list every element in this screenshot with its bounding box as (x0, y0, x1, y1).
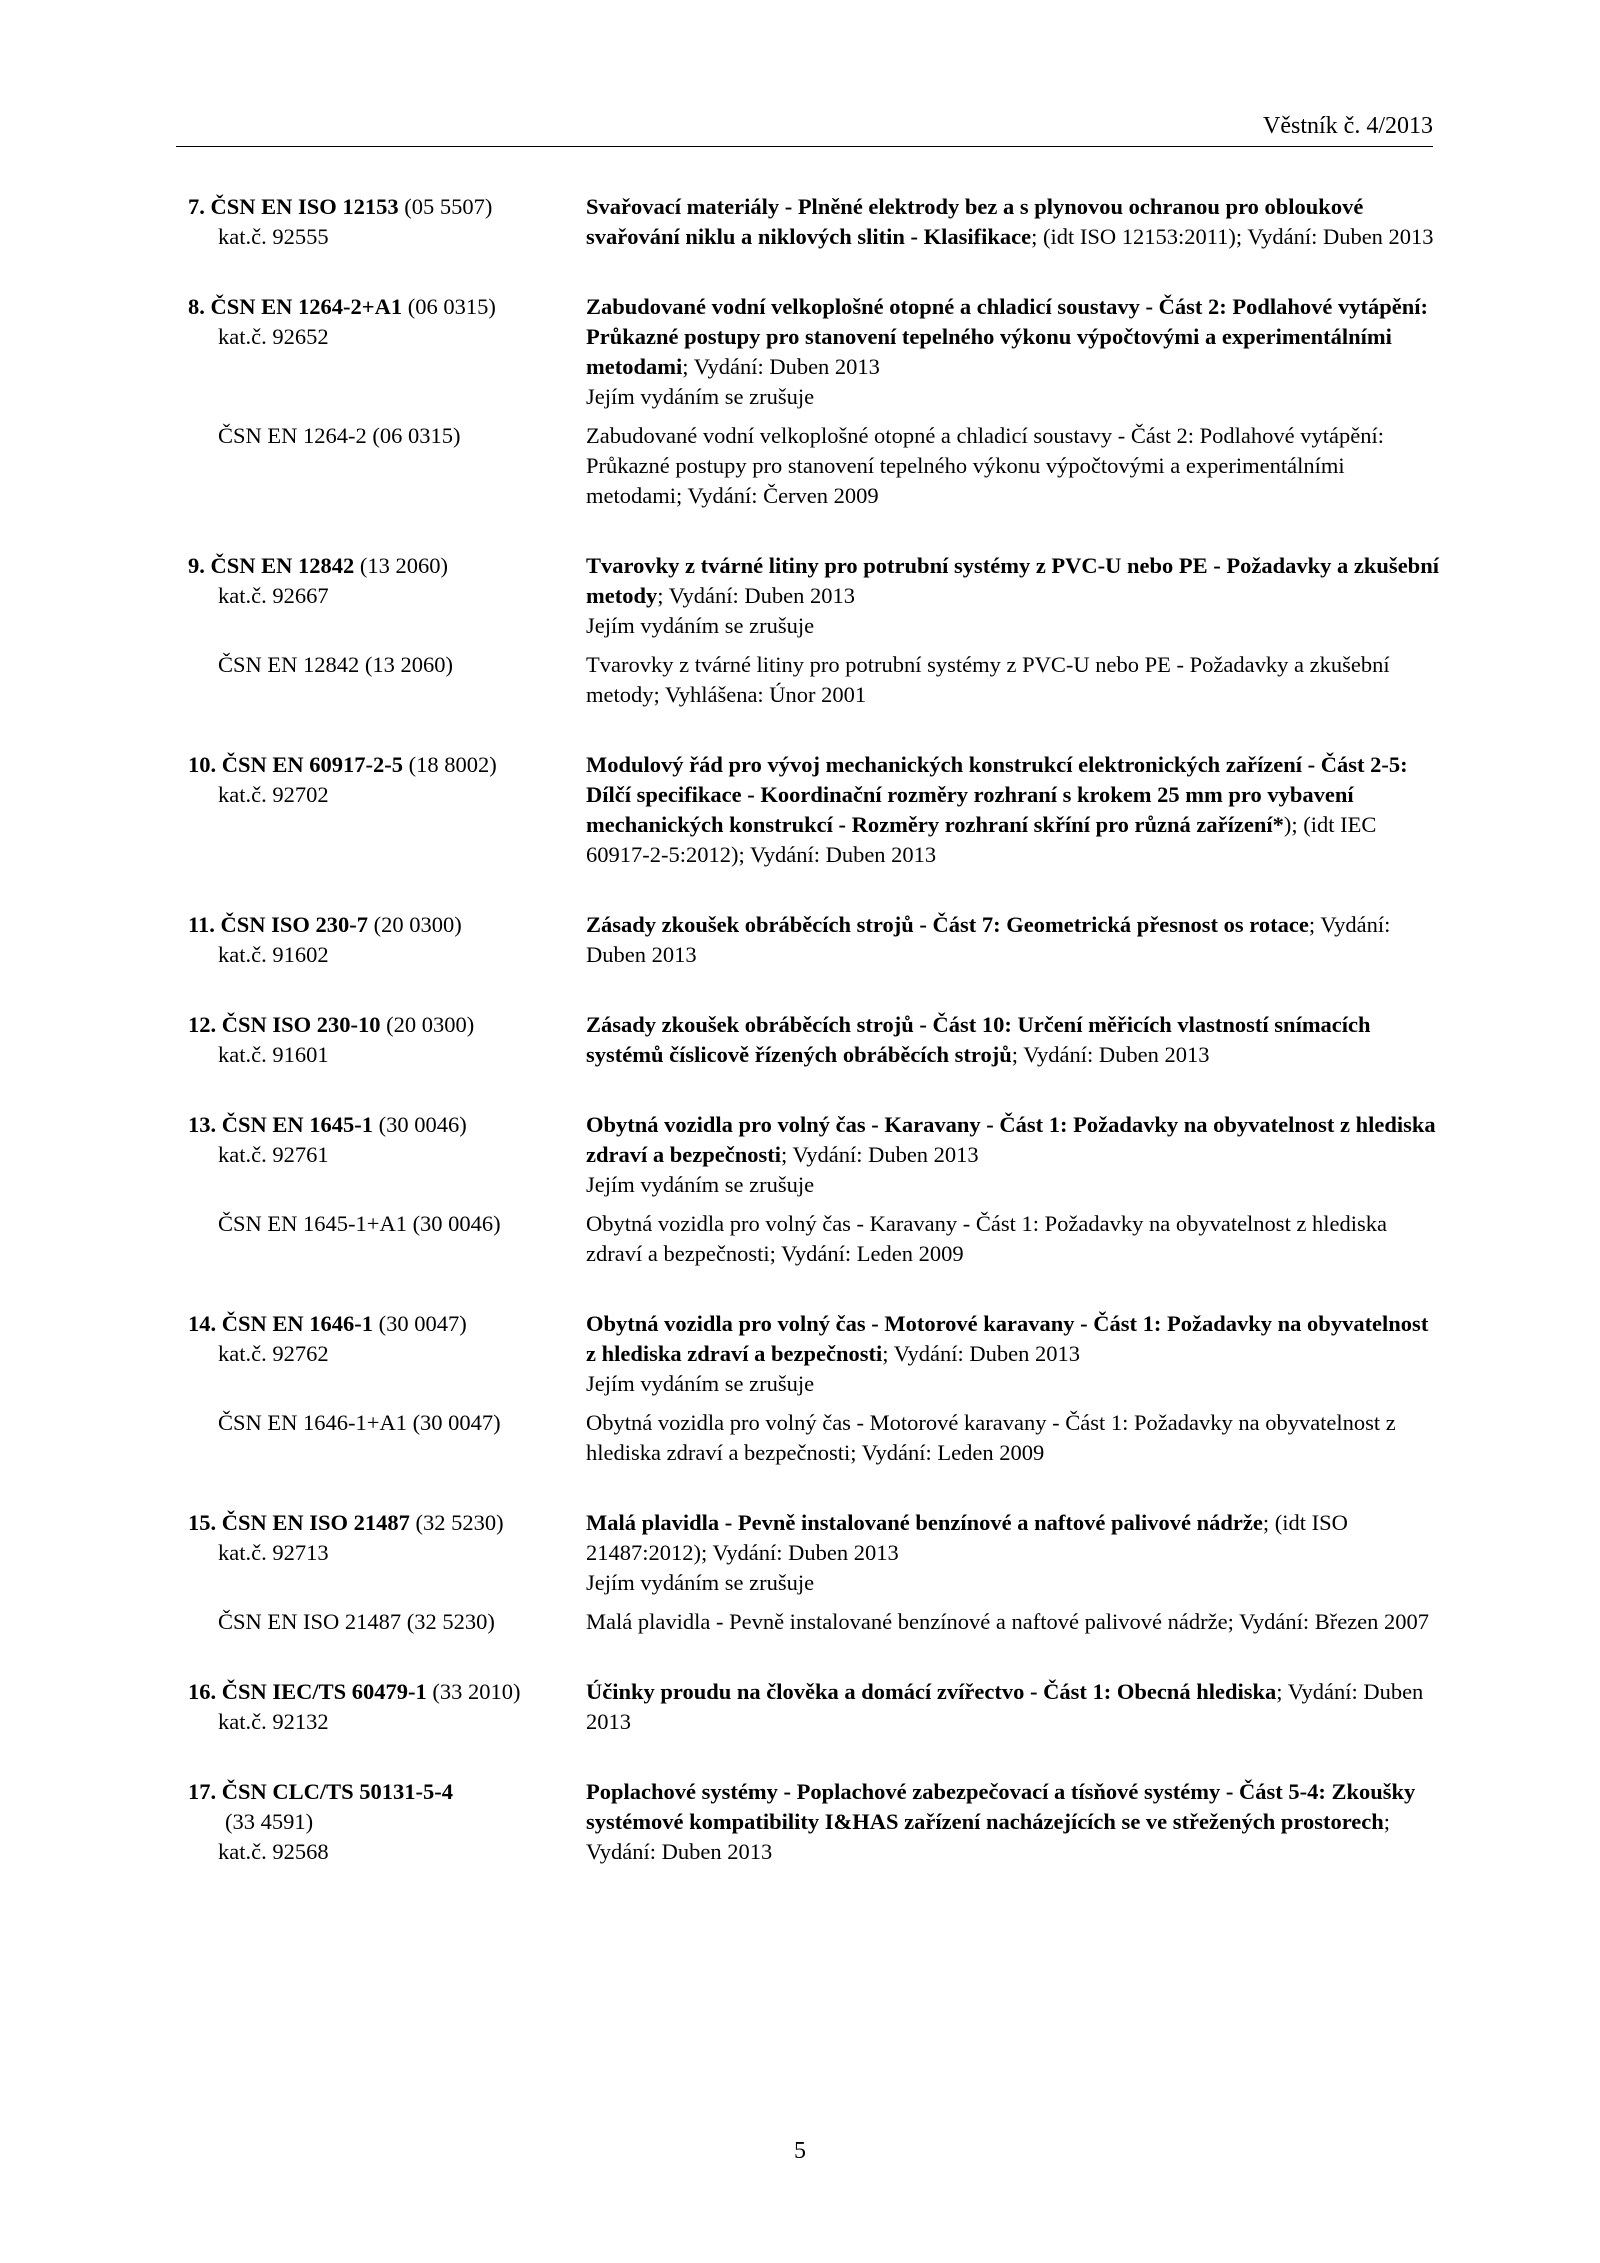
classification-code: (30 0046) (378, 1112, 467, 1137)
publication-info: ; Vydání: Duben 2013 (586, 1809, 1391, 1864)
publication-info: ; Vydání: Duben 2013 (586, 912, 1391, 967)
standard-designation: ČSN EN 12842 (210, 553, 355, 578)
entry-identifier (188, 910, 586, 970)
standard-title: Obytná vozidla pro volný čas - Karavany - Část 1: Požadavky na obyvatelnost z hlediska zdraví a bezpečnosti (586, 1112, 1436, 1167)
entry-number: 7. (188, 194, 205, 219)
standard-title: Zásady zkoušek obráběcích strojů - Část 10: Určení měřicích vlastností snímacích systémů číslicově řízených obráběcích strojů (586, 1012, 1371, 1067)
standard-title: Obytná vozidla pro volný čas - Motorové karavany - Část 1: Požadavky na obyvatelnost z hlediska zdraví a bezpečnosti (586, 1311, 1429, 1366)
entry-identifier (188, 1677, 586, 1737)
standard-title: Poplachové systémy - Poplachové zabezpečovací a tísňové systémy - Část 5-4: Zkoušky systémové kompatibility I&HAS zařízení nacházejících se ve střežených prostorech (586, 1779, 1416, 1834)
standard-entry (188, 910, 1440, 970)
designation-line (188, 1508, 586, 1538)
entry-number: 17. (188, 1779, 217, 1804)
classification-code: (32 5230) (415, 1510, 504, 1535)
standard-designation: ČSN EN 60917-2-5 (221, 752, 404, 777)
catalog-number: kat.č. 91601 (218, 1042, 329, 1067)
standard-entry (188, 551, 1440, 710)
replaced-description (586, 650, 1440, 710)
replaced-description (586, 1209, 1440, 1269)
entry-description (586, 192, 1440, 252)
standard-entry (188, 1777, 1440, 1867)
cancellation-note: Jejím vydáním se zrušuje (586, 1172, 815, 1197)
publication-info: ; (idt ISO 21487:2012); Vydání: Duben 2013 (586, 1510, 1348, 1565)
replaced-identifier (188, 421, 586, 451)
cancellation-note: Jejím vydáním se zrušuje (586, 384, 815, 409)
publication-info: ; Vydání: Duben 2013 (1011, 1042, 1210, 1067)
standard-entry (188, 292, 1440, 511)
replaced-identifier (188, 1209, 586, 1239)
standards-list (188, 192, 1440, 1907)
replaced-title: Tvarovky z tvárné litiny pro potrubní systémy z PVC-U nebo PE - Požadavky a zkušební metody; Vyhlášena: Únor 2001 (586, 652, 1390, 707)
entry-number: 13. (188, 1112, 217, 1137)
bulletin-title: Věstník č. 4/2013 (1263, 113, 1433, 139)
entry-main-row (188, 1777, 1440, 1867)
classification-code: (33 4591) (225, 1809, 314, 1834)
cancellation-note: Jejím vydáním se zrušuje (586, 1371, 815, 1396)
standard-entry (188, 1110, 1440, 1269)
catalog-number: kat.č. 92555 (218, 224, 329, 249)
entry-identifier (188, 292, 586, 352)
designation-line (188, 910, 586, 940)
replaced-title: Obytná vozidla pro volný čas - Motorové karavany - Část 1: Požadavky na obyvatelnost z hlediska zdraví a bezpečnosti; Vydání: Leden 2009 (586, 1410, 1396, 1465)
standard-entry (188, 1508, 1440, 1637)
replaced-standard-row (188, 1607, 1440, 1637)
designation-line (188, 1777, 586, 1807)
entry-main-row (188, 750, 1440, 870)
designation-line (188, 1110, 586, 1140)
page-header (176, 108, 1433, 147)
publication-info: ; Vydání: Duben 2013 (682, 354, 880, 379)
publication-info: ; Vydání: Duben 2013 (780, 1142, 979, 1167)
entry-main-row (188, 910, 1440, 970)
entry-number: 16. (188, 1679, 217, 1704)
entry-number: 10. (188, 752, 217, 777)
catalog-number: kat.č. 92667 (218, 583, 329, 608)
replaced-standard-row (188, 650, 1440, 710)
entry-description (586, 1010, 1440, 1070)
standard-title: Svařovací materiály - Plněné elektrody bez a s plynovou ochranou pro obloukové svařování niklu a niklových slitin - Klasifikace (586, 194, 1364, 249)
publication-info: ); (idt IEC 60917-2-5:2012); Vydání: Duben 2013 (586, 812, 1377, 867)
catalog-number: kat.č. 92652 (218, 324, 329, 349)
entry-number: 15. (188, 1510, 217, 1535)
cancellation-note: Jejím vydáním se zrušuje (586, 613, 815, 638)
standard-designation: ČSN EN ISO 12153 (210, 194, 399, 219)
replaced-identifier (188, 1408, 586, 1438)
standard-entry (188, 750, 1440, 870)
standard-designation: ČSN EN 1646-1 (221, 1311, 374, 1336)
catalog-number: kat.č. 92132 (218, 1709, 329, 1734)
replaced-standard-row (188, 421, 1440, 511)
entry-number: 8. (188, 294, 205, 319)
entry-main-row (188, 192, 1440, 252)
entry-main-row (188, 1110, 1440, 1200)
designation-line (188, 1309, 586, 1339)
entry-description (586, 292, 1440, 412)
cancellation-note: Jejím vydáním se zrušuje (586, 1570, 815, 1595)
designation-line (188, 192, 586, 222)
entry-identifier (188, 1010, 586, 1070)
entry-identifier (188, 1508, 586, 1568)
entry-main-row (188, 1010, 1440, 1070)
classification-code: (18 8002) (408, 752, 497, 777)
entry-main-row (188, 1309, 1440, 1399)
entry-number: 11. (188, 912, 215, 937)
standard-entry (188, 1010, 1440, 1070)
replaced-title: Obytná vozidla pro volný čas - Karavany - Část 1: Požadavky na obyvatelnost z hlediska zdraví a bezpečnosti; Vydání: Leden 2009 (586, 1211, 1388, 1266)
designation-line (188, 1010, 586, 1040)
standard-title: Malá plavidla - Pevně instalované benzínové a naftové palivové nádrže (586, 1510, 1263, 1535)
standard-designation: ČSN EN 1645-1 (221, 1112, 374, 1137)
publication-info: ; Vydání: Duben 2013 (882, 1341, 1080, 1366)
replaced-designation: ČSN EN 12842 (13 2060) (218, 652, 453, 677)
publication-info: ; Vydání: Duben 2013 (657, 583, 855, 608)
catalog-number: kat.č. 92702 (218, 782, 329, 807)
replaced-designation: ČSN EN 1264-2 (06 0315) (218, 423, 461, 448)
replaced-standard-row (188, 1408, 1440, 1468)
standard-designation: ČSN CLC/TS 50131-5-4 (221, 1779, 454, 1804)
entry-description (586, 1508, 1440, 1598)
classification-code: (06 0315) (407, 294, 496, 319)
entry-description (586, 910, 1440, 970)
catalog-number: kat.č. 92568 (218, 1839, 329, 1864)
entry-main-row (188, 551, 1440, 641)
classification-code: (13 2060) (359, 553, 449, 578)
standard-title: Účinky proudu na člověka a domácí zvířectvo - Část 1: Obecná hlediska (586, 1679, 1277, 1704)
entry-description (586, 750, 1440, 870)
entry-identifier (188, 1777, 586, 1867)
standard-designation: ČSN EN 1264-2+A1 (210, 294, 403, 319)
replaced-designation: ČSN EN 1645-1+A1 (30 0046) (218, 1211, 501, 1236)
entry-description (586, 551, 1440, 641)
entry-description (586, 1677, 1440, 1737)
catalog-number: kat.č. 92762 (218, 1341, 329, 1366)
standard-title: Zabudované vodní velkoplošné otopné a chladicí soustavy - Část 2: Podlahové vytápění: Průkazné postupy pro stanovení tepelného výkonu výpočtovými a experimentálními metodami (586, 294, 1428, 379)
entry-identifier (188, 750, 586, 810)
entry-identifier (188, 1309, 586, 1369)
entry-identifier (188, 1110, 586, 1170)
classification-code: (30 0047) (378, 1311, 467, 1336)
standard-title: Zásady zkoušek obráběcích strojů - Část 7: Geometrická přesnost os rotace (586, 912, 1309, 937)
page-number: 5 (794, 2138, 806, 2164)
entry-main-row (188, 292, 1440, 412)
publication-info: ; (idt ISO 12153:2011); Vydání: Duben 2013 (1031, 224, 1434, 249)
replaced-title: Zabudované vodní velkoplošné otopné a chladicí soustavy - Část 2: Podlahové vytápění: Průkazné postupy pro stanovení tepelného výkonu výpočtovými a experimentálními metodami; Vydání: Červen 2009 (586, 423, 1384, 508)
catalog-number: kat.č. 91602 (218, 942, 329, 967)
replaced-description (586, 421, 1440, 511)
entry-number: 12. (188, 1012, 217, 1037)
designation-line (188, 551, 586, 581)
standard-designation: ČSN IEC/TS 60479-1 (221, 1679, 427, 1704)
classification-code: (20 0300) (386, 1012, 475, 1037)
catalog-number: kat.č. 92713 (218, 1540, 329, 1565)
entry-identifier (188, 551, 586, 611)
designation-line (188, 750, 586, 780)
entry-number: 9. (188, 553, 205, 578)
catalog-number: kat.č. 92761 (218, 1142, 329, 1167)
standard-designation: ČSN EN ISO 21487 (221, 1510, 410, 1535)
entry-description (586, 1777, 1440, 1867)
designation-line (188, 292, 586, 322)
entry-main-row (188, 1677, 1440, 1737)
replaced-designation: ČSN EN 1646-1+A1 (30 0047) (218, 1410, 501, 1435)
replaced-standard-row (188, 1209, 1440, 1269)
designation-line (188, 1677, 586, 1707)
entry-description (586, 1110, 1440, 1200)
entry-number: 14. (188, 1311, 217, 1336)
replaced-description (586, 1408, 1440, 1468)
standard-entry (188, 1677, 1440, 1737)
classification-code: (20 0300) (373, 912, 462, 937)
replaced-title: Malá plavidla - Pevně instalované benzínové a naftové palivové nádrže; Vydání: Březen 2007 (586, 1609, 1430, 1634)
classification-code: (05 5507) (404, 194, 493, 219)
publication-info: ; Vydání: Duben 2013 (586, 1679, 1424, 1734)
standard-designation: ČSN ISO 230-7 (220, 912, 369, 937)
entry-main-row (188, 1508, 1440, 1598)
standard-entry (188, 1309, 1440, 1468)
classification-code: (33 2010) (432, 1679, 521, 1704)
replaced-identifier (188, 650, 586, 680)
entry-description (586, 1309, 1440, 1399)
standard-title: Modulový řád pro vývoj mechanických konstrukcí elektronických zařízení - Část 2-5: Dílčí specifikace - Koordinační rozměry rozhraní s krokem 25 mm pro vybavení mechanických konstrukcí - Rozměry rozhraní skříní pro různá zařízení* (586, 752, 1408, 837)
standard-entry (188, 192, 1440, 252)
replaced-description (586, 1607, 1440, 1637)
replaced-identifier (188, 1607, 586, 1637)
replaced-designation: ČSN EN ISO 21487 (32 5230) (218, 1609, 495, 1634)
standard-title: Tvarovky z tvárné litiny pro potrubní systémy z PVC-U nebo PE - Požadavky a zkušební metody (586, 553, 1439, 608)
standard-designation: ČSN ISO 230-10 (221, 1012, 381, 1037)
entry-identifier (188, 192, 586, 252)
